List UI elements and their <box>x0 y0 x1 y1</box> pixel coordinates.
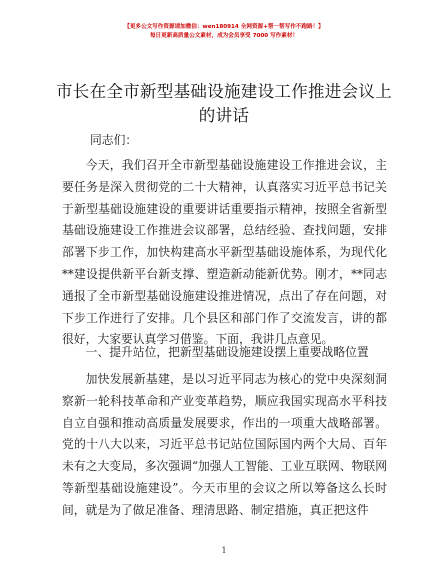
section-heading-1: 一、提升站位，把新型基础设施建设摆上重要战略位置 <box>85 345 369 359</box>
banner-line-2: 每日更新高质量公文素材，成为会员享受 7000 写作素材！ <box>149 33 299 39</box>
salutation: 同志们： <box>90 133 138 147</box>
banner-line-1: 【更多公文写作资源请加微信：wen180914 全网资源+帮一帮写作不跑路！】 <box>124 24 324 30</box>
page-number: 1 <box>221 546 227 555</box>
paragraph-intro: 今天，我们召开全市新型基础设施建设工作推进会议，主要任务是深入贯彻党的二十大精神，认真落实习近平总书记关于新型基础设施建设的重要讲话重要指示精神，按照全省新型基础设施建设工作推进会议部署，总结经验、查找问题，安排部署下步工作，加快构建高水平新型基础设施体系，为现代化**建设提供新平台新支撑、塑造新动能新优势。刚才，**同志通报了全市新型基础设施建设推进情况，点出了存在问题，对下步工作进行了安排。几个县区和部门作了交流发言，讲的都很好，大家要认真学习借鉴。下面，我讲几点意见。 <box>62 158 387 347</box>
document-title: 市长在全市新型基础设施建设工作推进会议上的讲话 <box>56 82 392 125</box>
promo-banner <box>0 23 448 41</box>
paragraph-section-1: 加快发展新基建，是以习近平同志为核心的党中央深刻洞察新一轮科技革命和产业变革趋势，顺应我国实现高水平科技自立自强和推动高质量发展要求，作出的一项重大战略部署。党的十八大以来，习近平总书记站位国际国内两个大局、百年未有之大变局，多次强调“加强人工智能、工业互联网、物联网等新型基础设施建设”。今天市里的会议之所以筹备这么长时间，就是为了做足准备、理清思路、制定措施，真正把这件 <box>62 372 387 517</box>
